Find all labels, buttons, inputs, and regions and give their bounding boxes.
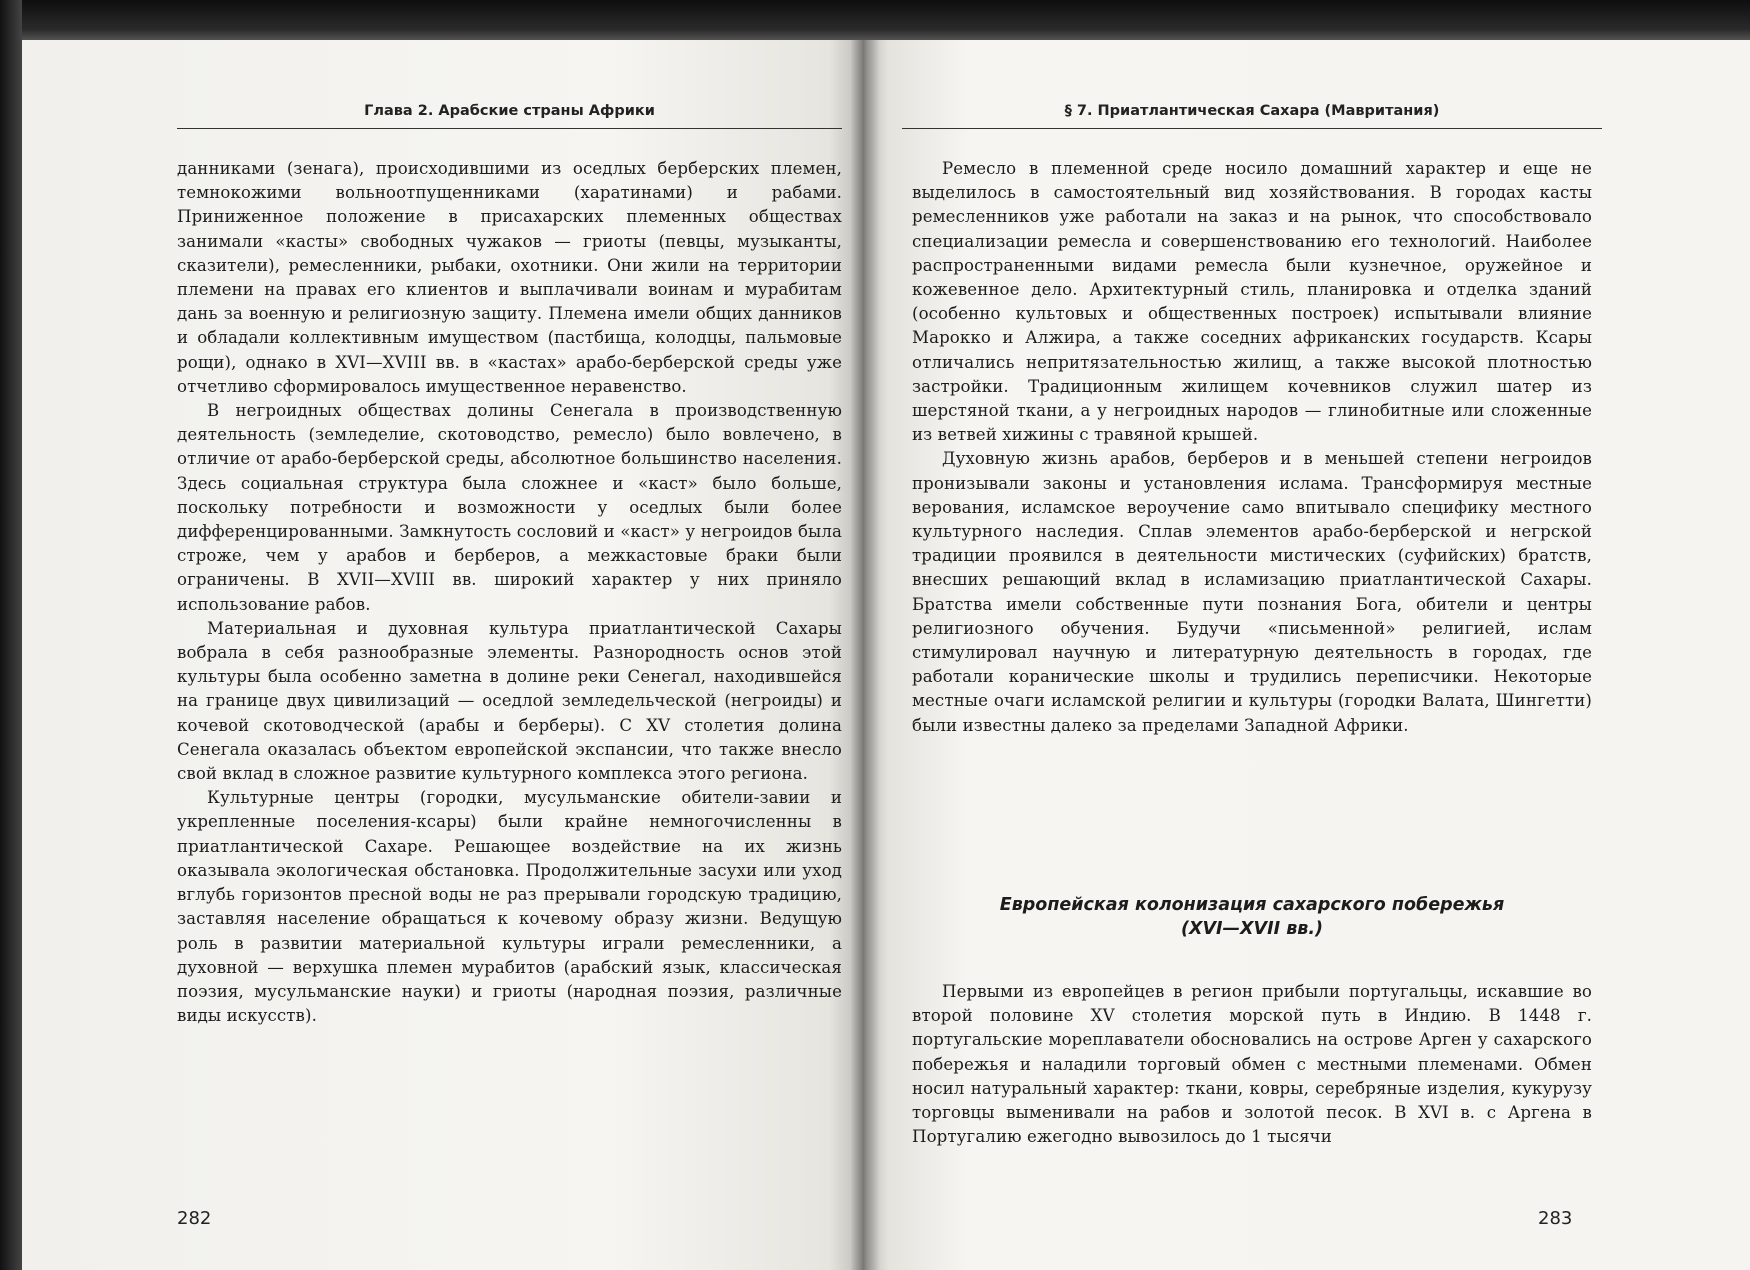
paragraph: Духовную жизнь арабов, берберов и в меньшей степени негроидов пронизывали законы и установления ислама. Трансформируя местные верования, исламское вероучение само впитывало специфику местного культурного наследия. Сплав элементов арабо-берберской и негрской традиции проявился в деятельности мистических (суфийских) братств, внесших решающий вклад в исламизацию приатлантической Сахары. Братства имели собственные пути познания Бога, обители и центры религиозного обучения. Будучи «письменной» религией, ислам стимулировал научную и литературную деятельность в городах, где работали коранические школы и трудились переписчики. Некоторые местные очаги исламской религии и культуры (городки Валата, Шингетти) были известны далеко за пределами Западной Африки. <box>912 449 1592 735</box>
right-page <box>862 40 1750 1270</box>
paragraph: Материальная и духовная культура приатлантической Сахары вобрала в себя разнообразные элементы. Разнородность основ этой культуры была особенно заметна в долине реки Сенегал, находившейся на границе двух цивилизаций — оседлой земледельческой (негроиды) и кочевой скотоводческой (арабы и берберы). С XV столетия долина Сенегала оказалась объектом европейской экспансии, что также внесло свой вклад в сложное развитие культурного комплекса этого региона. <box>177 618 842 784</box>
section-title <box>912 893 1592 941</box>
scan-edge-top <box>0 0 1750 42</box>
left-page-body <box>177 157 842 1028</box>
right-page-body <box>912 157 1592 738</box>
paragraph: Ремесло в племенной среде носило домашний характер и еще не выделилось в самостоятельный вид хозяйствования. В городах касты ремесленников уже работали на заказ и на рынок, что способствовало специализации ремесла и совершенствованию его технологий. Наиболее распространенными видами ремесла были кузнечное, оружейное и кожевенное дело. Архитектурный стиль, планировка и отделка зданий (особенно культовых и общественных построек) испытывали влияние Марокко и Алжира, а также соседних африканских государств. Ксары отличались непритязательностью жилищ, а также высокой плотностью застройки. Традиционным жилищем кочевников служил шатер из шерстяной ткани, а у негроидных народов — глинобитные или сложенные из ветвей хижины с травяной крышей. <box>912 159 1592 445</box>
page-number-left: 282 <box>177 1208 212 1229</box>
section-title-line: (XVI—XVII вв.) <box>1181 919 1323 939</box>
paragraph: В негроидных обществах долины Сенегала в производственную деятельность (земледелие, скотоводство, ремесло) было вовлечено, в отличие от арабо-берберской среды, абсолютное большинство населения. Здесь социальная структура была сложнее и «каст» было больше, поскольку потребности и возможности у оседлых были более дифференцированными. Замкнутость сословий и «каст» у негроидов была строже, чем у арабов и берберов, а межкастовые браки были ограничены. В XVII—XVIII вв. широкий характер у них приняло использование рабов. <box>177 401 842 614</box>
paragraph: Культурные центры (городки, мусульманские обители-завии и укрепленные поселения-ксары) были крайне немногочисленны в приатлантической Сахаре. Решающее воздействие на их жизнь оказывала экологическая обстановка. Продолжительные засухи или уход вглубь горизонтов пресной воды не раз прерывали городскую традицию, заставляя население обращаться к кочевому образу жизни. Ведущую роль в развитии материальной культуры играли ремесленники, а духовной — верхушка племен мурабитов (арабский язык, классическая поэзия, мусульманские науки) и гриоты (народная поэзия, различные виды искусств). <box>177 788 842 1026</box>
left-page <box>22 40 862 1270</box>
running-head-left: Глава 2. Арабские страны Африки <box>364 103 655 119</box>
head-rule-left <box>177 128 842 129</box>
paragraph: данниками (зенага), происходившими из оседлых берберских племен, темнокожими вольноотпущенниками (харатинами) и рабами. Приниженное положение в присахарских племенных обществах занимали «касты» свободных чужаков — гриоты (певцы, музыканты, сказители), ремесленники, рыбаки, охотники. Они жили на территории племени на правах его клиентов и выплачивали воинам и мурабитам дань за военную и религиозную защиту. Племена имели общих данников и обладали коллективным имуществом (пастбища, колодцы, пальмовые рощи), однако в XVI—XVIII вв. в «кастах» арабо-берберской среды уже отчетливо сформировалось имущественное неравенство. <box>177 159 842 396</box>
page-number-right: 283 <box>1538 1208 1573 1229</box>
section-title-line: Европейская колонизация сахарского побережья <box>999 895 1505 915</box>
running-head-right: § 7. Приатлантическая Сахара (Мавритания) <box>1064 103 1440 119</box>
head-rule-right <box>902 128 1602 129</box>
scan-edge-left <box>0 0 22 1270</box>
section-body <box>912 980 1592 1149</box>
paragraph: Первыми из европейцев в регион прибыли португальцы, искавшие во второй половине XV столетия морской путь в Индию. В 1448 г. португальские мореплаватели обосновались на острове Арген у сахарского побережья и наладили торговый обмен с местными племенами. Обмен носил натуральный характер: ткани, ковры, серебряные изделия, кукурузу торговцы выменивали на рабов и золотой песок. В XVI в. с Аргена в Португалию ежегодно вывозилось до 1 тысячи <box>912 982 1592 1147</box>
